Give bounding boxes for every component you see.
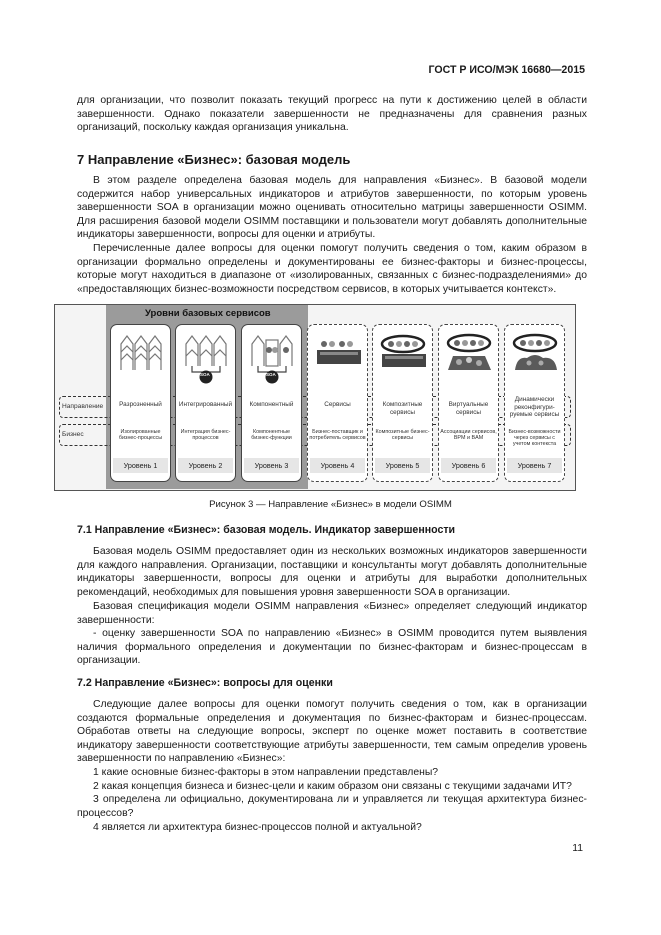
section-7-1-paragraph-2: Базовая спецификация модели OSIMM направления «Бизнес» определяет следующий индикатор завершенности: [77,601,587,626]
direction-level-3: Компонентный [249,401,294,408]
business-level-4: Бизнес-поставщик и потребитель сервисов [309,429,366,442]
soa-badge: SOA [200,372,210,377]
section-7-2-paragraph-1: Следующие далее вопросы для оценки помогут получить сведения о том, как в организации создаются формальные определения и документация по бизнес-факторам и бизнес-процессам. Обработав ответы на следующие вопросы, эксперт по оценке может поставить в соответствие индикатору завершенности соответствующие атрибуты завершенности, тем самым определив уровень завершенности по направлению «Бизнес»: [77,699,587,765]
services-icon [314,332,363,384]
figure-caption: Рисунок 3 — Направление «Бизнес» в модели OSIMM [209,499,452,510]
section-7-title: 7 Направление «Бизнес»: базовая модель [77,152,351,167]
business-level-5: Композитные бизнес-сервисы [375,429,430,442]
section-7-1-paragraph-3: - оценку завершенности SOA по направлению «Бизнес» в OSIMM проводится путем выявления наличия формального определения и документации по бизнес-факторам и бизнес-процессам в организации. [77,628,587,667]
business-level-2: Интеграция бизнес-процессов [180,429,231,442]
base-services-group-title: Уровни базовых сервисов [145,308,271,319]
silo-arrows-icon [117,332,166,384]
virtual-services-icon [445,332,494,384]
osimm-business-figure [54,304,576,491]
business-level-6: Ассоциации сервисов, BPM и BAM [440,429,497,442]
maturity-column-level-1 [110,324,171,482]
level-2-label: Уровень 2 [178,458,233,473]
maturity-column-level-3 [241,324,302,482]
question-4: 4 является ли архитектура бизнес-процессов полной и актуальной? [93,822,422,833]
question-2: 2 какая концепция бизнеса и бизнес-цели и каким образом они связаны с текущими задачами ИТ? [93,781,572,792]
question-3: 3 определена ли официально, документирована ли и управляется ли текущая архитектура бизнес-процессов? [77,794,587,819]
intro-paragraph: для организации, что позволит показать текущий прогресс на пути к достижению целей в области завершенности. Однако показатели завершенности не предназначены для сравнения разных организаций, поскольку каждая организация уникальна. [77,95,587,134]
direction-level-1: Разрозненный [119,401,162,408]
level-7-label: Уровень 7 [507,458,562,473]
maturity-column-level-6 [438,324,499,482]
section-7-1-title: 7.1 Направление «Бизнес»: базовая модель. Индикатор завершенности [77,524,456,536]
section-7-paragraph-1: В этом разделе определена базовая модель для направления «Бизнес». В базовой модели содержится набор универсальных индикаторов и атрибутов завершенности, по которым уровень завершенности SOA в организации можно оценивать относительно матрицы завершенности OSIMM. Для расширения базовой модели OSIMM поставщики и пользователи могут добавлять дополнительные индикаторы завершенности, вопросы для оценки и атрибуты. [77,175,587,241]
standard-header: ГОСТ Р ИСО/МЭК 16680—2015 [428,64,585,76]
composite-services-icon [379,332,428,384]
business-level-1: Изолированные бизнес-процессы [118,429,163,442]
section-7-1-paragraph-1: Базовая модель OSIMM предоставляет один из нескольких возможных индикаторов завершенности для каждого направления. Организации, поставщики и консультанты могут добавлять дополнительные индикаторы завершенности, вопросы для оценки и атрибуты для выработки дополнительных рекомендаций, необходимых для повышения уровня завершенности SOA в организации. [77,546,587,598]
direction-level-4: Сервисы [324,401,351,408]
page-number: 11 [572,843,583,854]
maturity-column-level-7 [504,324,565,482]
business-level-3: Компонентные бизнес-функции [251,429,292,442]
level-4-label: Уровень 4 [310,458,365,473]
soa-badge: SOA [266,372,276,377]
level-6-label: Уровень 6 [441,458,496,473]
row-label-direction: Направление [62,403,104,410]
dynamic-services-icon [511,332,560,384]
level-3-label: Уровень 3 [244,458,299,473]
maturity-column-level-4 [307,324,368,482]
business-level-7: Бизнес-возможности через сервисы с учетом контекста [508,429,561,448]
direction-level-5: Композитные сервисы [382,401,423,416]
direction-level-6: Виртуальные сервисы [448,401,489,416]
maturity-column-level-2 [175,324,236,482]
row-label-business: Бизнес [62,431,84,438]
question-1: 1 какие основные бизнес-факторы в этом направлении представлены? [93,767,439,778]
section-7-paragraph-2: Перечисленные далее вопросы для оценки помогут получить сведения о том, каким образом в организации формально определены и документированы ее бизнес-факторы и бизнес-процессы, которые могут находиться в диапазоне от «изолированных, связанных с бизнес-подразделениями» до «предоставляющих бизнес-возможности посредством сервисов, в которых учитывается контекст». [77,243,587,295]
section-7-2-title: 7.2 Направление «Бизнес»: вопросы для оценки [77,677,333,689]
level-5-label: Уровень 5 [375,458,430,473]
level-1-label: Уровень 1 [113,458,168,473]
maturity-column-level-5 [372,324,433,482]
direction-level-2: Интегрированный [178,401,233,408]
direction-level-7: Динамически реконфигури-руемые сервисы [509,396,560,419]
